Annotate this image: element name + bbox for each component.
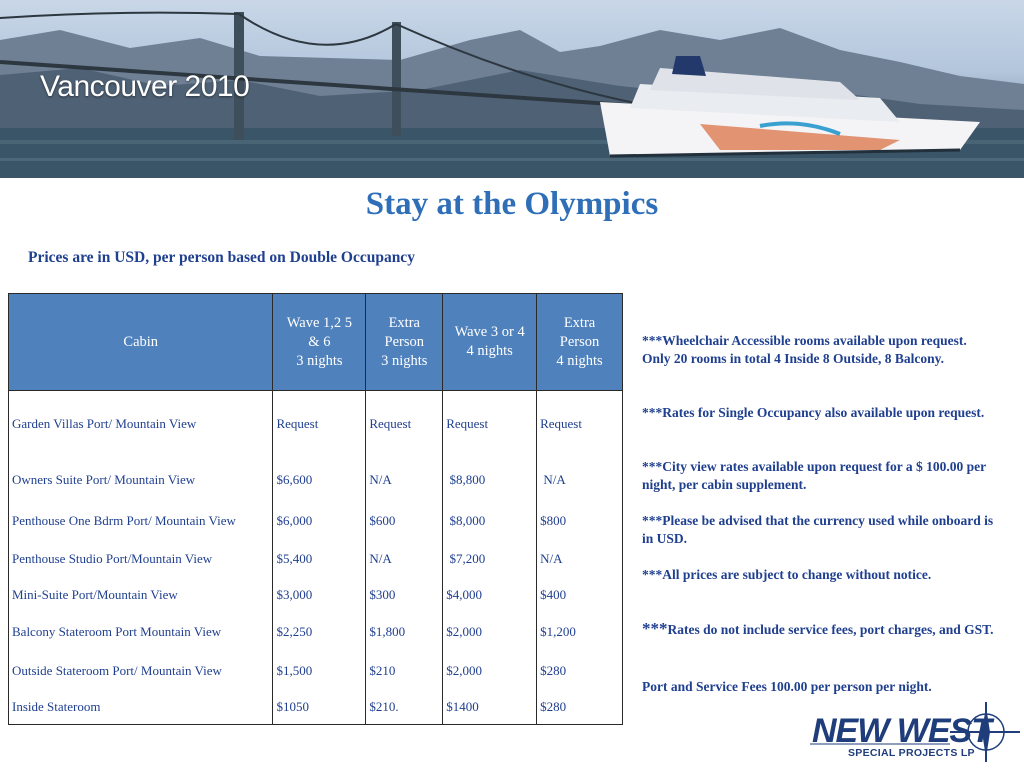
price-cell: Request [537, 391, 623, 458]
table-row [9, 502, 623, 541]
price-cell: N/A [537, 458, 623, 502]
header-extra-3-nights: Extra Person 3 nights [366, 294, 443, 391]
table-row [9, 458, 623, 502]
price-cell: $800 [537, 502, 623, 541]
price-cell: $6,600 [273, 458, 366, 502]
price-cell: $1,800 [366, 613, 443, 652]
note-fees-text: Rates do not include service fees, port charges, and GST. [667, 622, 994, 637]
price-cell: Request [443, 391, 537, 458]
cabin-name: Balcony Stateroom Port Mountain View [9, 613, 273, 652]
note-fees-excluded [642, 620, 993, 639]
price-cell: Request [366, 391, 443, 458]
note-fees-prefix: *** [642, 619, 668, 638]
price-cell: $1400 [443, 691, 537, 725]
table-row [9, 541, 623, 577]
price-table [8, 293, 623, 725]
new-west-logo [800, 700, 1020, 766]
cabin-name: Penthouse Studio Port/Mountain View [9, 541, 273, 577]
header-wave-4-nights: Wave 3 or 4 4 nights [443, 294, 537, 391]
cabin-name: Owners Suite Port/ Mountain View [9, 458, 273, 502]
header-banner [0, 0, 1024, 178]
price-cell: $2,000 [443, 613, 537, 652]
table-row [9, 577, 623, 613]
price-cell: $1,500 [273, 652, 366, 691]
price-cell: $8,800 [443, 458, 537, 502]
note-currency: ***Please be advised that the currency used while onboard is in USD. [642, 513, 994, 546]
price-cell: $2,000 [443, 652, 537, 691]
note-port-fees: Port and Service Fees 100.00 per person per night. [642, 679, 932, 694]
cabin-name: Garden Villas Port/ Mountain View [9, 391, 273, 458]
price-cell: $7,200 [443, 541, 537, 577]
price-cell: $210. [366, 691, 443, 725]
price-cell: $400 [537, 577, 623, 613]
price-cell: N/A [366, 541, 443, 577]
note-single-occupancy: ***Rates for Single Occupancy also available upon request. [642, 405, 985, 420]
table-row [9, 691, 623, 725]
table-header-row [9, 294, 623, 391]
banner-title: Vancouver 2010 [40, 70, 250, 103]
price-cell: $600 [366, 502, 443, 541]
pricing-subtitle: Prices are in USD, per person based on Double Occupancy [28, 249, 415, 266]
price-cell: $5,400 [273, 541, 366, 577]
price-cell: $4,000 [443, 577, 537, 613]
price-cell: $280 [537, 691, 623, 725]
header-wave-3-nights: Wave 1,2 5 & 6 3 nights [273, 294, 366, 391]
price-cell: $6,000 [273, 502, 366, 541]
note-price-change: ***All prices are subject to change without notice. [642, 567, 932, 582]
price-cell: $210 [366, 652, 443, 691]
price-cell: N/A [366, 458, 443, 502]
cabin-name: Outside Stateroom Port/ Mountain View [9, 652, 273, 691]
price-cell: $8,000 [443, 502, 537, 541]
table-row [9, 613, 623, 652]
price-cell: Request [273, 391, 366, 458]
cabin-name: Penthouse One Bdrm Port/ Mountain View [9, 502, 273, 541]
price-cell: $280 [537, 652, 623, 691]
note-wheelchair: ***Wheelchair Accessible rooms available upon request. Only 20 rooms in total 4 Inside 8 Outside, 8 Balcony. [642, 333, 967, 366]
note-city-view: ***City view rates available upon request for a $ 100.00 per night, per cabin supplement. [642, 459, 986, 492]
logo-subtitle: SPECIAL PROJECTS LP [848, 747, 975, 759]
price-cell: N/A [537, 541, 623, 577]
price-cell: $1,200 [537, 613, 623, 652]
table-row [9, 652, 623, 691]
table-row [9, 391, 623, 458]
price-cell: $3,000 [273, 577, 366, 613]
header-cabin: Cabin [9, 294, 273, 391]
logo-wordmark: NEW WEST [812, 712, 991, 750]
cabin-name: Inside Stateroom [9, 691, 273, 725]
cabin-name: Mini-Suite Port/Mountain View [9, 577, 273, 613]
header-extra-4-nights: Extra Person 4 nights [537, 294, 623, 391]
page-title: Stay at the Olympics [365, 186, 659, 222]
price-cell: $1050 [273, 691, 366, 725]
price-cell: $2,250 [273, 613, 366, 652]
price-cell: $300 [366, 577, 443, 613]
